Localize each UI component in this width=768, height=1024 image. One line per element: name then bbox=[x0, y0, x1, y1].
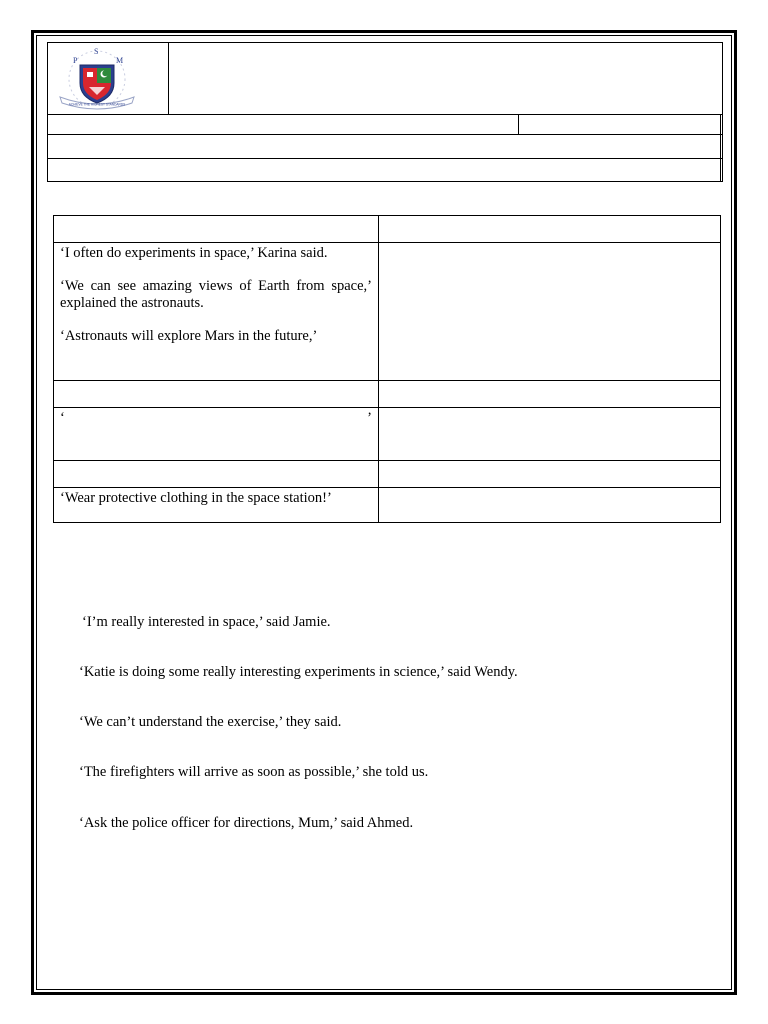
answer-cell-1[interactable] bbox=[379, 243, 721, 381]
name-field-cell[interactable] bbox=[48, 115, 519, 135]
sentence-5: ‘Ask the police officer for directions, Mum,’ said Ahmed. bbox=[79, 815, 414, 831]
direct-speech-line: ‘I often do experiments in space,’ Karina said. bbox=[60, 245, 328, 261]
sentence-2: ‘Katie is doing some really interesting experiments in science,’ said Wendy. bbox=[79, 664, 518, 680]
open-quote-mark: ‘ bbox=[60, 410, 65, 426]
school-crest-logo bbox=[56, 45, 138, 113]
logo-letter-s: S bbox=[94, 47, 99, 56]
reported-speech-table bbox=[53, 215, 721, 523]
close-quote-mark: ’ bbox=[367, 410, 372, 426]
logo-ribbon-text: ACHIEVE THE HIGHEST STANDARDS bbox=[68, 102, 126, 107]
table-header-left bbox=[54, 216, 379, 243]
table-subheader-right-2 bbox=[379, 461, 721, 488]
direct-speech-line: ‘Astronauts will explore Mars in the future,’ bbox=[60, 328, 318, 344]
logo-letter-m: M bbox=[116, 56, 124, 65]
score-field-cell[interactable] bbox=[720, 159, 722, 182]
sentence-3: ‘We can’t understand the exercise,’ they said. bbox=[79, 714, 342, 730]
topic-field-cell[interactable] bbox=[48, 159, 721, 182]
reported-speech-cell-2 bbox=[379, 408, 721, 461]
direct-speech-line: ‘Wear protective clothing in the space station!’ bbox=[60, 490, 332, 506]
logo-cell bbox=[48, 43, 169, 115]
logo-letter-p: P bbox=[73, 56, 78, 65]
sentence-4: ‘The firefighters will arrive as soon as possible,’ she told us. bbox=[79, 764, 429, 780]
direct-speech-cell-1 bbox=[54, 243, 379, 381]
date-field-cell[interactable] bbox=[720, 115, 722, 135]
table-subheader-left bbox=[54, 381, 379, 408]
table-subheader-left-2 bbox=[54, 461, 379, 488]
marks-field-cell[interactable] bbox=[720, 135, 722, 159]
table-subheader-right bbox=[379, 381, 721, 408]
class-field-cell[interactable] bbox=[518, 115, 720, 135]
table-header-right bbox=[379, 216, 721, 243]
header-table bbox=[47, 42, 723, 182]
sentence-1: ‘I’m really interested in space,’ said Jamie. bbox=[82, 614, 331, 630]
answer-cell-3[interactable] bbox=[379, 488, 721, 523]
header-title-cell bbox=[169, 43, 723, 115]
direct-speech-line: ‘We can see amazing views of Earth from space,’ explained the astronauts. bbox=[60, 278, 372, 311]
direct-speech-cell-2[interactable] bbox=[54, 408, 379, 461]
subject-field-cell[interactable] bbox=[48, 135, 721, 159]
direct-speech-cell-3 bbox=[54, 488, 379, 523]
